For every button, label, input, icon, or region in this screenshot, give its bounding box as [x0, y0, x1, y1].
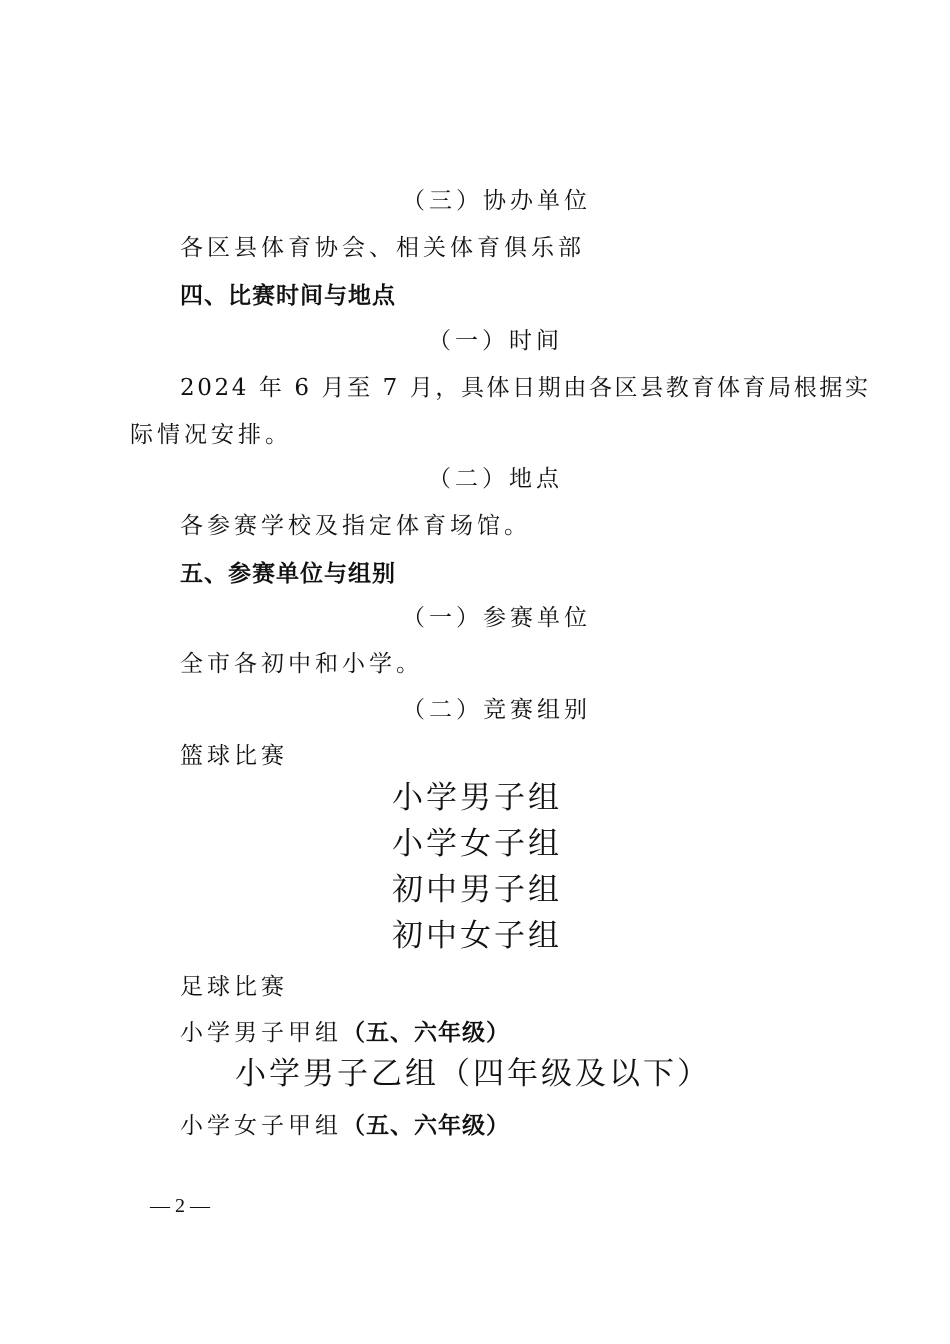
- paragraph-co-organizer: 各区县体育协会、相关体育俱乐部: [180, 235, 585, 261]
- subheading-time: （一）时间: [428, 328, 563, 354]
- page-number: — 2 —: [150, 1195, 210, 1217]
- subheading-location: （二）地点: [428, 466, 563, 492]
- football-group-primary-boys-a: [180, 1021, 510, 1045]
- basketball-group-primary-girls: 小学女子组: [392, 826, 562, 862]
- paragraph-location: 各参赛学校及指定体育场馆。: [180, 513, 531, 539]
- heading-participants-groups: 五、参赛单位与组别: [180, 560, 396, 587]
- paragraph-time-line1: 2024 年 6 月至 7 月，具体日期由各区县教育体育局根据实: [180, 375, 871, 401]
- label-football: 足球比赛: [180, 974, 288, 1000]
- label-basketball: 篮球比赛: [180, 743, 288, 769]
- football-group-primary-girls-a: [180, 1114, 510, 1138]
- basketball-group-middle-boys: 初中男子组: [392, 872, 562, 908]
- subheading-participants: （一）参赛单位: [402, 605, 591, 631]
- football-group-primary-boys-b: 小学男子乙组（四年级及以下）: [235, 1056, 711, 1092]
- subheading-groups: （二）竞赛组别: [402, 697, 591, 723]
- paragraph-participants: 全市各初中和小学。: [180, 651, 423, 677]
- subheading-co-organizer: （三）协办单位: [402, 188, 591, 214]
- basketball-group-middle-girls: 初中女子组: [392, 918, 562, 954]
- paragraph-time-line2: 际情况安排。: [130, 422, 292, 448]
- basketball-group-primary-boys: 小学男子组: [392, 780, 562, 816]
- football-group-primary-girls-a-grades: （五、六年级）: [342, 1112, 510, 1139]
- football-group-primary-boys-a-name: 小学男子甲组: [180, 1020, 342, 1046]
- football-group-primary-girls-a-name: 小学女子甲组: [180, 1113, 342, 1139]
- heading-time-location: 四、比赛时间与地点: [180, 282, 396, 309]
- football-group-primary-boys-a-grades: （五、六年级）: [342, 1019, 510, 1046]
